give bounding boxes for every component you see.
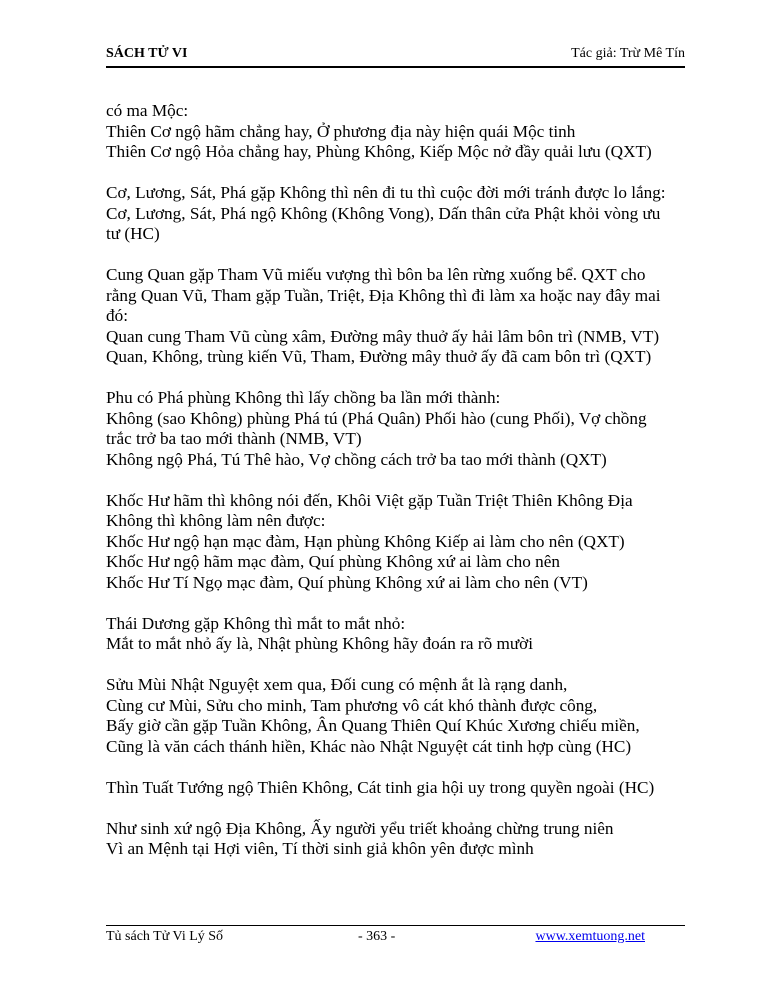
paragraph	[106, 675, 681, 757]
paragraph	[106, 388, 681, 470]
book-title: SÁCH TỬ VI	[106, 46, 188, 61]
author-label: Tác giả: Trừ Mê Tín	[571, 46, 685, 61]
series-name: Tủ sách Tử Vi Lý Số	[106, 929, 224, 944]
text-line: Khốc Hư ngộ hạn mạc đàm, Hạn phùng Không Kiếp ai làm cho nên (QXT)	[106, 531, 625, 551]
text-line: Thiên Cơ ngộ hãm chẳng hay, Ở phương địa này hiện quái Mộc tinh	[106, 121, 576, 141]
text-line: Sửu Mùi Nhật Nguyệt xem qua, Đối cung có mệnh ắt là rạng danh,	[106, 675, 568, 694]
text-line: trắc trở ba tao mới thành (NMB, VT)	[106, 429, 362, 448]
text-line: Khốc Hư hãm thì không nói đến, Khôi Việt gặp Tuần Triệt Thiên Không Địa	[106, 490, 633, 510]
text-line: Không (sao Không) phùng Phá tú (Phá Quân) Phối hào (cung Phối), Vợ chồng	[106, 408, 647, 428]
text-line: Không thì không làm nên được:	[106, 511, 326, 530]
page-number: - 363 -	[358, 929, 396, 944]
text-line: Phu có Phá phùng Không thì lấy chồng ba lần mới thành:	[106, 388, 501, 407]
text-line: Thái Dương gặp Không thì mắt to mắt nhỏ:	[106, 613, 406, 633]
page-content	[106, 101, 681, 880]
text-line: Cung Quan gặp Tham Vũ miếu vượng thì bôn ba lên rừng xuống bể. QXT cho	[106, 265, 646, 284]
text-line: đó:	[106, 306, 128, 325]
paragraph	[106, 265, 681, 368]
text-line: Thìn Tuất Tướng ngộ Thiên Không, Cát tinh gia hội uy trong quyền ngoài (HC)	[106, 777, 655, 797]
text-line: rằng Quan Vũ, Tham gặp Tuần, Triệt, Địa Không thì đi làm xa hoặc nay đây mai	[106, 285, 661, 305]
text-line: Khốc Hư ngộ hãm mạc đàm, Quí phùng Không xứ ai làm cho nên	[106, 552, 560, 571]
text-line: Cùng cư Mùi, Sửu cho minh, Tam phương vô cát khó thành được công,	[106, 695, 598, 715]
text-line: Vì an Mệnh tại Hợi viên, Tí thời sinh giả khôn yên được mình	[106, 839, 534, 858]
paragraph	[106, 778, 681, 799]
text-line: Như sinh xứ ngộ Địa Không, Ấy người yểu triết khoảng chừng trung niên	[106, 818, 614, 838]
text-line: Quan, Không, trùng kiến Vũ, Tham, Đường mây thuở ấy đã cam bôn trì (QXT)	[106, 347, 652, 366]
paragraph	[106, 819, 681, 860]
text-line: Mắt to mắt nhỏ ấy là, Nhật phùng Không hãy đoán ra rõ mười	[106, 634, 534, 653]
page-footer	[106, 925, 685, 950]
text-line: Khốc Hư Tí Ngọ mạc đàm, Quí phùng Không xứ ai làm cho nên (VT)	[106, 572, 588, 592]
text-line: Thiên Cơ ngộ Hỏa chẳng hay, Phùng Không, Kiếp Mộc nở đầy quải lưu (QXT)	[106, 142, 652, 161]
text-line: tư (HC)	[106, 224, 160, 243]
page-header	[106, 46, 685, 68]
text-line: Quan cung Tham Vũ cùng xâm, Đường mây thuở ấy hải lâm bôn trì (NMB, VT)	[106, 326, 660, 346]
text-line: Cơ, Lương, Sát, Phá ngộ Không (Không Vong), Dấn thân cửa Phật khỏi vòng ưu	[106, 203, 661, 223]
text-line: có ma Mộc:	[106, 101, 189, 120]
text-line: Không ngộ Phá, Tú Thê hào, Vợ chồng cách trở ba tao mới thành (QXT)	[106, 449, 607, 469]
paragraph	[106, 101, 681, 163]
text-line: Cơ, Lương, Sát, Phá gặp Không thì nên đi tu thì cuộc đời mới tránh được lo lắng:	[106, 183, 666, 202]
website-link[interactable]: www.xemtuong.net	[535, 929, 645, 944]
paragraph	[106, 183, 681, 245]
text-line: Bấy giờ cần gặp Tuần Không, Ân Quang Thiên Quí Khúc Xương chiếu miền,	[106, 716, 640, 735]
paragraph	[106, 491, 681, 594]
text-line: Cũng là văn cách thánh hiền, Khác nào Nhật Nguyệt cát tinh hợp cùng (HC)	[106, 736, 632, 756]
paragraph	[106, 614, 681, 655]
